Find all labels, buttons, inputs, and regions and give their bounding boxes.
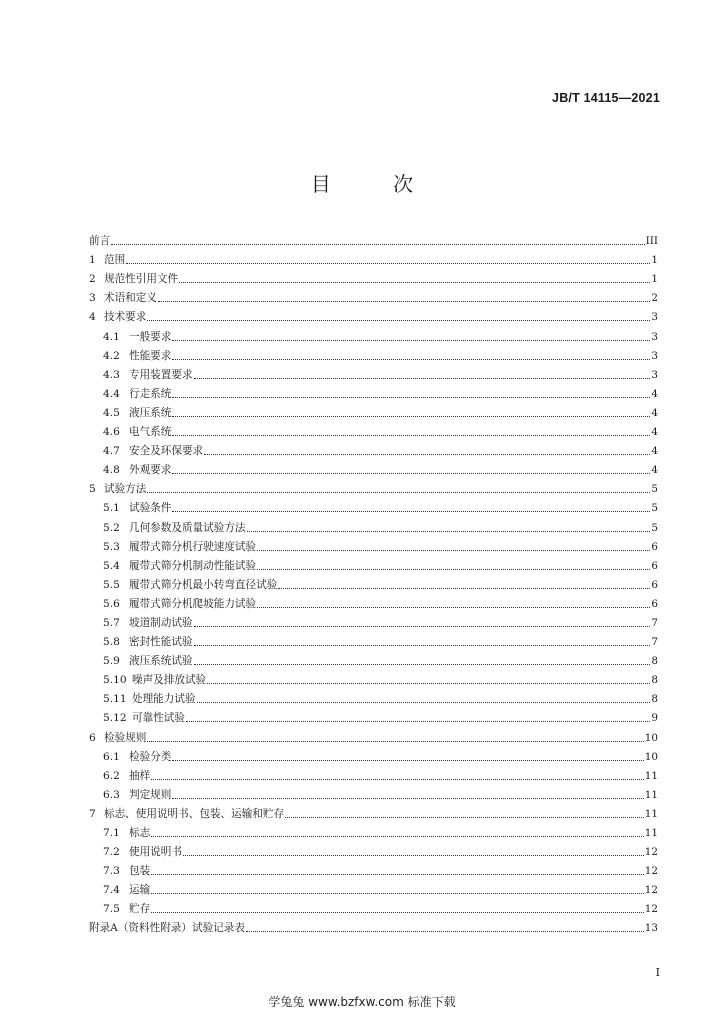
toc-entry-number: 7.2: [103, 846, 120, 859]
toc-entry-number: 4.4: [103, 387, 120, 400]
toc-entry-page: 8: [651, 693, 658, 706]
toc-entry-page: 9: [651, 712, 658, 725]
toc-entry-number: 5.4: [103, 559, 120, 572]
toc-entry-label: 检验分类: [129, 750, 172, 763]
toc-entry[interactable]: [89, 783, 658, 802]
toc-entry-page: 2: [651, 292, 658, 305]
dot-leader: [194, 644, 651, 646]
toc-entry[interactable]: [89, 725, 658, 744]
toc-entry[interactable]: [89, 764, 658, 783]
toc-entry-page: 6: [651, 597, 658, 610]
toc-entry-label: 使用说明书: [129, 846, 182, 859]
toc-entry-label: 包装: [129, 865, 151, 878]
dot-leader: [257, 606, 650, 608]
dot-leader: [147, 491, 650, 493]
toc-entry-number: 4.7: [103, 445, 120, 458]
dot-leader: [194, 377, 651, 379]
toc-entry-label: 履带式筛分机最小转弯直径试验: [129, 578, 278, 591]
toc-entry-page: 5: [651, 502, 658, 515]
toc-entry-label: 标志: [129, 827, 151, 839]
toc-entry-label: 贮存: [129, 903, 151, 916]
toc-entry-page: 12: [644, 846, 658, 859]
toc-entry-label: 运输: [129, 884, 151, 897]
page-title: 目 次: [310, 172, 442, 196]
toc-entry-page: 11: [644, 788, 658, 801]
toc-entry-page: 11: [644, 827, 658, 839]
toc-entry-label: 处理能力试验: [132, 693, 196, 706]
toc-entry-number: 4.8: [103, 464, 120, 477]
toc-entry[interactable]: [89, 515, 658, 534]
toc-entry[interactable]: [89, 878, 658, 897]
toc-entry-number: 3: [89, 292, 96, 305]
toc-entry-label: 试验条件: [129, 502, 172, 515]
toc-entry-label: 密封性能试验: [129, 636, 193, 649]
toc-entry-label: 电气系统: [129, 426, 172, 439]
dot-leader: [194, 625, 651, 627]
standard-code: JB/T 14115—2021: [552, 91, 660, 105]
toc-entry-label: 坡道制动试验: [129, 616, 193, 629]
dot-leader: [151, 911, 644, 913]
toc-entry-number: 5.8: [103, 636, 120, 649]
toc-entry[interactable]: [89, 821, 658, 840]
dot-leader: [172, 759, 643, 761]
watermark-footer: 学兔兔 www.bzfxw.com 标准下载: [268, 995, 456, 1009]
dot-leader: [172, 797, 643, 799]
dot-leader: [172, 396, 650, 398]
toc-entry-label: 标志、使用说明书、包装、运输和贮存: [104, 807, 285, 820]
toc-entry-number: 4.3: [103, 368, 120, 381]
toc-entry-label: 几何参数及质量试验方法: [129, 521, 246, 534]
toc-entry-page: 10: [644, 731, 658, 744]
toc-entry-label: 安全及环保要求: [129, 445, 204, 458]
toc-entry-label: 抽样: [129, 769, 151, 782]
toc-entry[interactable]: [89, 363, 658, 382]
toc-entry-number: 5.3: [103, 540, 120, 553]
toc-entry-number: 1: [89, 254, 96, 267]
toc-entry-label: 试验方法: [104, 483, 147, 496]
dot-leader: [151, 873, 644, 875]
dot-leader: [151, 835, 644, 837]
toc-entry-number: 7.1: [103, 827, 120, 839]
toc-entry-page: 8: [651, 674, 658, 687]
toc-entry-number: 2: [89, 273, 96, 286]
toc-entry-page: 4: [651, 406, 658, 419]
toc-entry-page: 3: [651, 311, 658, 324]
toc-entry-number: 5.7: [103, 616, 120, 629]
table-of-contents: [89, 229, 658, 935]
toc-entry-label: 噪声及排放试验: [132, 674, 207, 687]
toc-entry-label: 履带式筛分机行驶速度试验: [129, 540, 257, 553]
dot-leader: [247, 530, 651, 532]
toc-entry[interactable]: [89, 344, 658, 363]
page-number: I: [655, 966, 660, 979]
toc-entry-page: 4: [651, 387, 658, 400]
dot-leader: [194, 663, 651, 665]
toc-entry[interactable]: [89, 668, 658, 687]
toc-entry-label: 外观要求: [129, 464, 172, 477]
toc-entry[interactable]: [89, 649, 658, 668]
toc-entry[interactable]: [89, 687, 658, 706]
toc-entry-label: 专用装置要求: [129, 368, 193, 381]
toc-entry[interactable]: [89, 229, 658, 248]
dot-leader: [151, 778, 644, 780]
toc-entry-number: 5.9: [103, 655, 120, 668]
toc-entry-page: 6: [651, 578, 658, 591]
toc-entry-page: 1: [651, 254, 658, 267]
toc-entry[interactable]: [89, 897, 658, 916]
toc-entry-label: 履带式筛分机制动性能试验: [129, 559, 257, 572]
toc-entry-label: 检验规则: [104, 731, 147, 744]
toc-entry[interactable]: [89, 267, 658, 286]
toc-entry-number: 5.2: [103, 521, 120, 534]
toc-entry-page: 6: [651, 540, 658, 553]
toc-entry[interactable]: [89, 458, 658, 477]
toc-entry-page: III: [645, 235, 658, 248]
toc-entry[interactable]: [89, 706, 658, 725]
toc-entry[interactable]: [89, 916, 658, 935]
toc-entry[interactable]: [89, 477, 658, 496]
toc-entry-page: 4: [651, 445, 658, 458]
toc-entry-label: 判定规则: [129, 788, 172, 801]
toc-entry-number: 5.10: [103, 674, 127, 687]
toc-entry[interactable]: [89, 286, 658, 305]
toc-entry-label: 前言: [89, 235, 111, 248]
toc-entry-number: 4.1: [103, 330, 120, 343]
toc-entry-page: 7: [651, 616, 658, 629]
toc-entry[interactable]: [89, 248, 658, 267]
toc-entry[interactable]: [89, 573, 658, 592]
dot-leader: [111, 243, 644, 245]
toc-entry-label: 技术要求: [104, 311, 147, 324]
toc-entry-page: 3: [651, 368, 658, 381]
toc-entry-label: 范围: [104, 254, 126, 267]
toc-entry-page: 8: [651, 655, 658, 668]
toc-entry[interactable]: [89, 802, 658, 821]
toc-entry-number: 5.12: [103, 712, 127, 725]
toc-entry[interactable]: [89, 554, 658, 573]
toc-entry-page: 11: [644, 769, 658, 782]
toc-entry[interactable]: [89, 592, 658, 611]
toc-entry-number: 5.1: [103, 502, 120, 515]
toc-entry-label: 行走系统: [129, 387, 172, 400]
dot-leader: [172, 510, 650, 512]
toc-entry-number: 6: [89, 731, 96, 744]
dot-leader: [158, 300, 650, 302]
toc-entry-page: 13: [644, 922, 658, 935]
dot-leader: [204, 453, 650, 455]
dot-leader: [183, 854, 644, 856]
toc-entry-page: 12: [644, 884, 658, 897]
toc-entry-label: 履带式筛分机爬坡能力试验: [129, 597, 257, 610]
toc-entry-number: 5.5: [103, 578, 120, 591]
toc-entry[interactable]: [89, 496, 658, 515]
toc-entry-page: 3: [651, 349, 658, 362]
toc-entry-page: 5: [651, 521, 658, 534]
toc-entry-number: 6.1: [103, 750, 120, 763]
dot-leader: [186, 720, 650, 722]
dot-leader: [172, 358, 650, 360]
toc-entry[interactable]: [89, 630, 658, 649]
toc-entry[interactable]: [89, 439, 658, 458]
toc-entry[interactable]: [89, 420, 658, 439]
toc-entry-number: 5.6: [103, 597, 120, 610]
dot-leader: [147, 319, 650, 321]
dot-leader: [207, 682, 650, 684]
toc-entry-page: 11: [644, 807, 658, 820]
toc-entry[interactable]: [89, 745, 658, 764]
dot-leader: [285, 816, 644, 818]
dot-leader: [197, 701, 651, 703]
dot-leader: [151, 892, 644, 894]
toc-entry-number: 4: [89, 311, 96, 324]
dot-leader: [257, 549, 650, 551]
toc-entry-label: 术语和定义: [104, 292, 157, 305]
toc-entry[interactable]: [89, 401, 658, 420]
toc-entry-label: 附录A（资料性附录）试验记录表: [89, 922, 245, 935]
toc-entry-number: 7: [89, 807, 96, 820]
dot-leader: [172, 339, 650, 341]
toc-entry-page: 1: [651, 273, 658, 286]
toc-entry-page: 3: [651, 330, 658, 343]
toc-entry-number: 5: [89, 483, 96, 496]
dot-leader: [257, 568, 650, 570]
toc-entry-page: 6: [651, 559, 658, 572]
toc-entry-number: 6.2: [103, 769, 120, 782]
toc-entry-number: 4.6: [103, 426, 120, 439]
toc-entry-page: 5: [651, 483, 658, 496]
toc-entry-number: 4.2: [103, 349, 120, 362]
toc-entry-label: 可靠性试验: [132, 712, 185, 725]
toc-entry-number: 4.5: [103, 406, 120, 419]
toc-entry-label: 性能要求: [129, 349, 172, 362]
toc-entry[interactable]: [89, 535, 658, 554]
toc-entry-page: 7: [651, 636, 658, 649]
dot-leader: [172, 415, 650, 417]
toc-entry-number: 7.5: [103, 903, 120, 916]
dot-leader: [172, 434, 650, 436]
dot-leader: [172, 472, 650, 474]
toc-entry-label: 一般要求: [129, 330, 172, 343]
toc-entry-label: 液压系统试验: [129, 655, 193, 668]
toc-entry[interactable]: [89, 305, 658, 324]
toc-entry-page: 10: [644, 750, 658, 763]
toc-entry[interactable]: [89, 840, 658, 859]
toc-entry[interactable]: [89, 611, 658, 630]
dot-leader: [126, 262, 650, 264]
toc-entry-label: 规范性引用文件: [104, 273, 179, 286]
dot-leader: [246, 930, 644, 932]
dot-leader: [147, 740, 643, 742]
toc-entry[interactable]: [89, 382, 658, 401]
toc-entry-page: 12: [644, 903, 658, 916]
toc-entry-label: 液压系统: [129, 406, 172, 419]
toc-entry-page: 4: [651, 426, 658, 439]
toc-entry[interactable]: [89, 324, 658, 343]
toc-entry-number: 5.11: [103, 693, 127, 706]
toc-entry-number: 7.3: [103, 865, 120, 878]
toc-entry[interactable]: [89, 859, 658, 878]
dot-leader: [278, 587, 650, 589]
toc-entry-number: 6.3: [103, 788, 120, 801]
dot-leader: [179, 281, 650, 283]
toc-entry-page: 4: [651, 464, 658, 477]
toc-entry-page: 12: [644, 865, 658, 878]
toc-entry-number: 7.4: [103, 884, 120, 897]
